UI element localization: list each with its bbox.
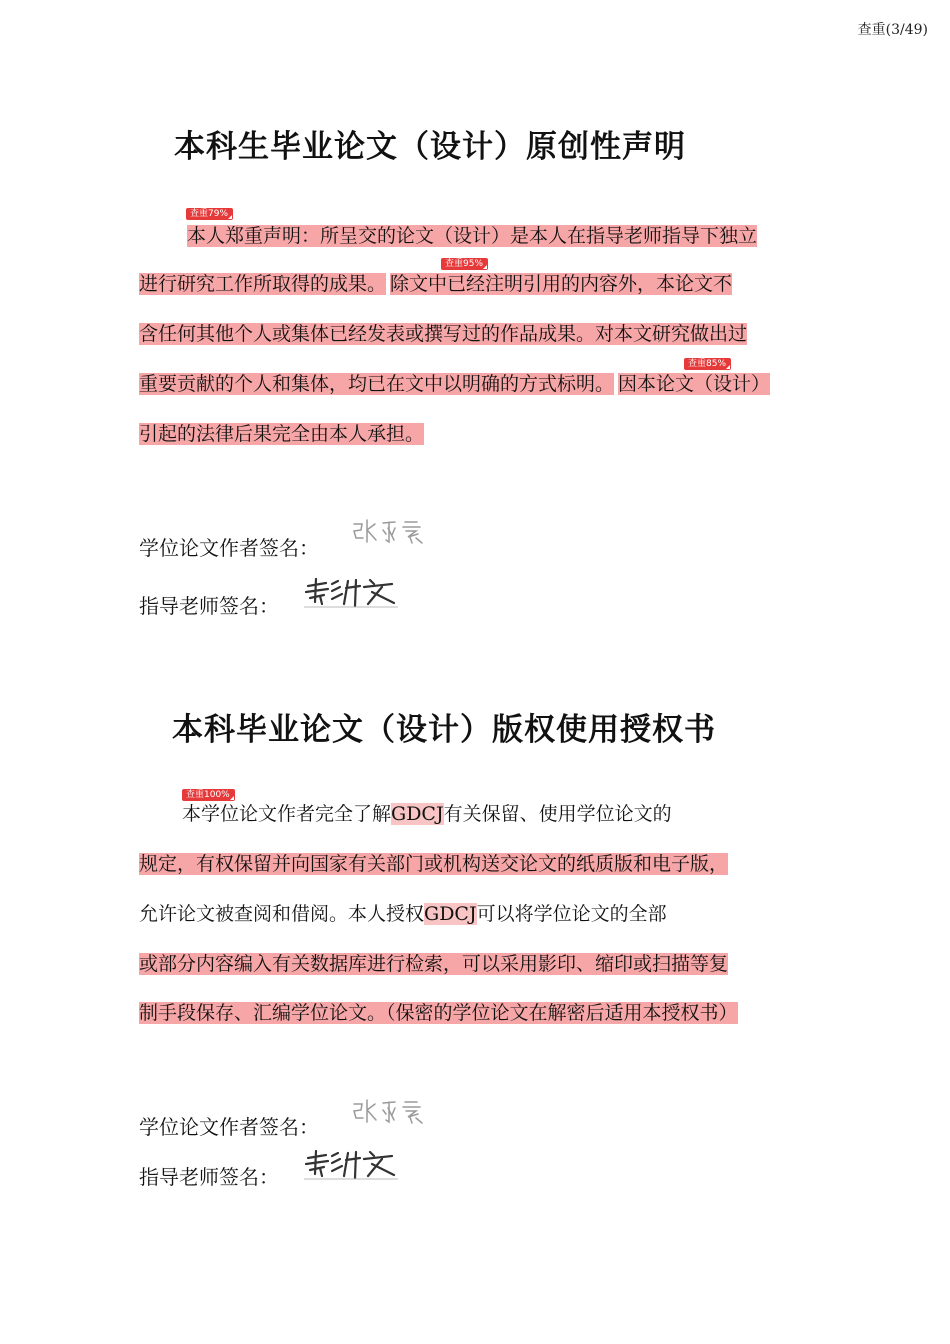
similarity-badge[interactable]: 查重100% xyxy=(182,789,235,801)
author-signature-label: 学位论文作者签名： xyxy=(139,1115,319,1139)
author-signature xyxy=(350,1096,435,1128)
author-signature-label: 学位论文作者签名： xyxy=(139,536,319,560)
advisor-signature-label: 指导老师签名： xyxy=(139,1165,279,1189)
authorization-line-4: 或部分内容编入有关数据库进行检索，可以采用影印、缩印或扫描等复 xyxy=(139,953,729,975)
similarity-badge[interactable]: 查重85% xyxy=(684,358,731,370)
advisor-signature-label: 指导老师签名： xyxy=(139,594,279,618)
similarity-badge[interactable]: 查重95% xyxy=(441,258,488,270)
page-counter: 查重(3/49) xyxy=(857,22,928,38)
declaration-line-1: 本人郑重声明：所呈交的论文（设计）是本人在指导老师指导下独立 xyxy=(187,225,758,247)
declaration-line-2: 进行研究工作所取得的成果。 除文中已经注明引用的内容外，本论文不 xyxy=(139,273,733,295)
authorization-line-3: 允许论文被查阅和借阅。本人授权GDCJ可以将学位论文的全部 xyxy=(139,903,667,925)
authorization-line-1: 本学位论文作者完全了解GDCJ有关保留、使用学位论文的 xyxy=(182,803,672,825)
author-signature xyxy=(350,516,435,548)
authorization-line-5: 制手段保存、汇编学位论文。（保密的学位论文在解密后适用本授权书） xyxy=(139,1002,738,1024)
authorization-line-2: 规定，有权保留并向国家有关部门或机构送交论文的纸质版和电子版， xyxy=(139,853,729,875)
declaration-line-4: 重要贡献的个人和集体，均已在文中以明确的方式标明。 因本论文（设计） xyxy=(139,373,771,395)
authorization-title: 本科毕业论文（设计）版权使用授权书 xyxy=(172,712,716,748)
declaration-title: 本科生毕业论文（设计）原创性声明 xyxy=(174,129,686,165)
advisor-signature xyxy=(302,1148,402,1182)
declaration-line-5: 引起的法律后果完全由本人承担。 xyxy=(139,423,425,445)
declaration-line-3: 含任何其他个人或集体已经发表或撰写过的作品成果。对本文研究做出过 xyxy=(139,323,748,345)
advisor-signature xyxy=(302,576,402,610)
similarity-badge[interactable]: 查重79% xyxy=(186,208,233,220)
